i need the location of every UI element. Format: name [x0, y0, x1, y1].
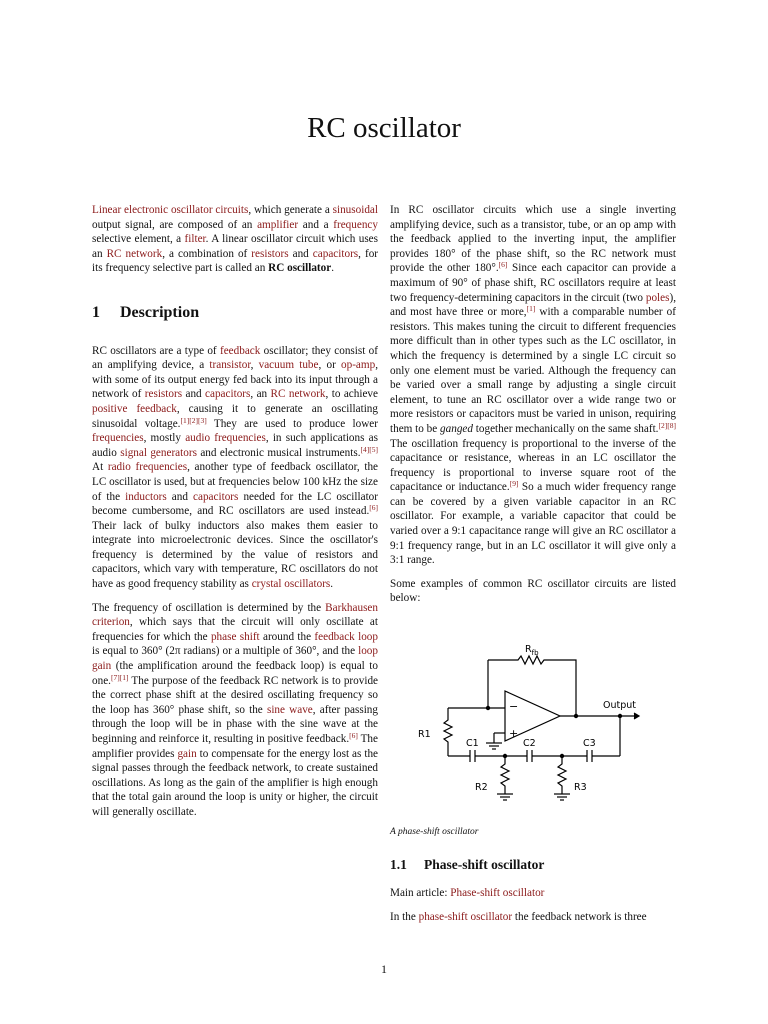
text-run: , after passing through the loop will be in phase with the sine wave at the beginning and reinforce it, resulting in positive feedback. [92, 703, 378, 745]
inline-link[interactable]: transistor [209, 359, 251, 372]
text-run: and a [298, 218, 334, 231]
inline-link[interactable]: Phase-shift oscillator [450, 887, 545, 900]
text-run: and [182, 388, 206, 401]
text-run: , an [250, 388, 271, 401]
text-run: together mechanically on the same shaft. [472, 422, 659, 435]
r1-label: R1 [418, 729, 431, 741]
section-title: Description [120, 303, 200, 321]
text-run: They are used to produce lower [206, 417, 379, 430]
inline-link[interactable]: capacitors [205, 388, 251, 401]
inline-link[interactable]: op-amp [341, 359, 376, 372]
section-number: 1 [92, 303, 100, 321]
text-run: , in such applications as audio [92, 432, 378, 459]
text-run: The amplifier provides [92, 733, 378, 760]
text-run: output signal, are composed of an [92, 218, 258, 231]
inline-link[interactable]: audio frequencies [185, 432, 266, 445]
c1-label: C1 [466, 738, 479, 750]
bold-term: RC oscillator [268, 262, 332, 275]
text-run: , which says that the circuit will only oscillate at frequencies for which the [92, 616, 378, 643]
text-run: . [330, 578, 334, 591]
text-run: , for its frequency selective part is called an [92, 247, 379, 275]
c2-label: C2 [523, 738, 536, 750]
inline-link[interactable]: feedback [219, 344, 261, 357]
inline-link[interactable]: vacuum tube [258, 359, 319, 372]
r3-label: R3 [574, 782, 587, 794]
citation-ref[interactable]: [1][2][3] [180, 415, 207, 425]
minus-sign: − [509, 700, 519, 714]
inline-link[interactable]: sine wave [266, 703, 313, 716]
citation-ref[interactable]: [9] [509, 479, 519, 489]
inline-link[interactable]: loop gain [92, 645, 378, 673]
text-run: , which generate a [248, 204, 333, 216]
intro-paragraph [92, 203, 378, 276]
inline-link[interactable]: crystal oscillators [251, 578, 331, 591]
text-run: , causing it to generate an oscillating sinusoidal voltage. [92, 402, 378, 430]
text-run: , to achieve [325, 388, 378, 401]
text-run: is equal to 360° (2π radians) or a multiple of 360°, and the [92, 645, 359, 658]
inline-link[interactable]: frequency [333, 218, 378, 231]
r2-label: R2 [475, 782, 488, 794]
text-run: (the amplification around the feedback loop) is equal to one. [92, 660, 378, 687]
text-run: , with some of its output energy fed back into its input through a network of [92, 359, 378, 401]
text-run: and [288, 247, 313, 260]
text-run: RC oscillators are a type of [92, 344, 220, 357]
rfb-label: $R_{fb}$ [525, 644, 539, 658]
inline-link[interactable]: feedback loop [314, 630, 378, 643]
text-run: In RC oscillator circuits which use a single inverting amplifying device, such as a transistor, tube, or an op amp with the feedback applied to the inverting input, the amplifier provides 180° of the phase shift, so the RC network must provide the other 180°. [390, 204, 676, 275]
plus-sign: + [509, 727, 519, 741]
r1-resistor [444, 708, 452, 756]
text-run: Since each capacitor can provide a maximum of 90° of phase shift, RC oscillators require at least two frequency-determining capacitors in the circuit (two [390, 262, 676, 304]
inline-link[interactable]: resistors [144, 388, 183, 401]
text-run: . [331, 262, 335, 275]
inline-link[interactable]: frequencies [92, 432, 144, 445]
inline-link[interactable]: phase-shift oscillator [418, 910, 513, 923]
text-run: , [250, 359, 259, 372]
inline-link[interactable]: resistors [251, 247, 289, 260]
italic-term: ganged [440, 422, 473, 435]
text-run: So a much wider frequency range can be covered by a given variable capacitor in an RC oscillator. For example, a variable capacitor that could be varied over a 9:1 capacitance range will give an RC oscillator a 9:1 frequency range, but in an LC oscillator it will give only a 3:1 range. [390, 481, 676, 567]
text-run: The purpose of the feedback RC network is to provide the correct phase shift at the desired oscillating frequency so the loop has 360° phase shift, so the [92, 674, 378, 716]
citation-ref[interactable]: [4][5] [360, 444, 378, 454]
section-heading [92, 303, 378, 321]
inline-link[interactable]: inductors [125, 490, 167, 503]
text-run: . A linear oscillator circuit which uses an [92, 233, 379, 260]
inline-link[interactable]: Linear electronic oscillator circuits [92, 204, 249, 216]
description-paragraph-1 [92, 344, 378, 592]
citation-ref[interactable]: [6] [369, 503, 378, 513]
text-run: around the [259, 630, 315, 643]
text-run: , a combination of [162, 247, 252, 260]
inline-link[interactable]: capacitors [193, 490, 239, 503]
citation-ref[interactable]: [6] [349, 731, 358, 740]
text-run: In the [390, 910, 419, 923]
subsection-heading [390, 858, 676, 873]
text-run: Their lack of bulky inductors also makes them easier to integrate into microelectronic devices. Since the oscillator's frequency is determined by the value of resistors and capacitors, which vary with temperature, RC oscillators do not have as good frequency stability as [92, 519, 378, 591]
text-run: The frequency of oscillation is determined by the [92, 601, 326, 614]
text-run: At [92, 461, 108, 474]
text-run: Main article: [390, 887, 451, 900]
inline-link[interactable]: filter [184, 233, 206, 246]
right-column [390, 203, 676, 933]
text-run: , or [318, 359, 341, 372]
description-paragraph-2 [92, 601, 378, 820]
left-column [92, 203, 378, 829]
figure-caption: A phase-shift oscillator [390, 827, 479, 838]
text-run: , another type of feedback oscillator, the LC oscillator is used, but at frequencies below 100 kHz the size of the [92, 461, 379, 503]
inline-link[interactable]: Barkhausen criterion [92, 601, 378, 629]
page-title: RC oscillator [307, 112, 461, 144]
text-run: The oscillation frequency is proportional to the inverse of the capacitance or resistance, whereas in an LC oscillator the frequency is proportional to inverse square root of the capacitance or inductance. [390, 437, 676, 494]
text-run: and electronic musical instruments. [196, 446, 361, 459]
page-number: 1 [381, 962, 387, 976]
inline-link[interactable]: RC network [106, 247, 163, 260]
text-run: to compensate for the energy lost as the signal passes through the feedback network, to create sustained oscillations. As long as the gain of the amplifier is high enough that the total gain around the loop is unity or higher, the circuit will generally oscillate. [92, 747, 379, 818]
subsection-number: 1.1 [390, 856, 407, 872]
text-run: oscillator; they consist of an amplifying device, a [92, 344, 378, 372]
inline-link[interactable]: sinusoidal [332, 204, 378, 216]
inline-link[interactable]: positive feedback [92, 402, 177, 415]
examples-paragraph: Some examples of common RC oscillator circuits are listed below: [390, 577, 676, 605]
citation-ref[interactable]: [6] [498, 260, 508, 270]
inline-link[interactable]: signal generators [120, 446, 197, 459]
citation-ref[interactable]: [1] [526, 304, 536, 314]
rfb-resistor [488, 656, 576, 708]
phase-shift-paragraph [390, 910, 676, 925]
text-run: , mostly [143, 432, 186, 445]
r2-resistor [501, 756, 509, 794]
inline-link[interactable]: capacitors [312, 247, 359, 260]
inline-link[interactable]: amplifier [257, 218, 299, 231]
phase-shift-oscillator-diagram [390, 638, 676, 823]
text-run: selective element, a [92, 233, 185, 246]
main-article-note [390, 886, 676, 901]
citation-ref[interactable]: [7][1] [110, 672, 129, 682]
text-run: the feedback network is three [512, 910, 647, 923]
description-paragraph-3 [390, 203, 676, 568]
inline-link[interactable]: RC network [270, 388, 326, 401]
inline-link[interactable]: poles [645, 291, 670, 304]
citation-ref[interactable]: [2][8] [658, 420, 676, 430]
text-run: and [166, 490, 194, 503]
subsection-title: Phase-shift oscillator [424, 856, 545, 872]
inline-link[interactable]: radio frequencies [107, 461, 188, 474]
c3-label: C3 [583, 738, 596, 750]
text-run: with a comparable number of resistors. This makes tuning the circuit to different frequencies more difficult than in other types such as the LC oscillator, in which the frequency is determined by a single LC circuit so only one element must be varied. Although the frequency can be varied over a small range by adjusting a single circuit element, to tune an RC oscillator over a wide range two or more resistors or capacitors must be varied in unison, requiring them to be [390, 306, 676, 435]
text-run: needed for the LC oscillator become cumbersome, and RC oscillators are used instead. [92, 490, 378, 518]
inline-link[interactable]: phase shift [210, 630, 260, 643]
output-label: Output [603, 700, 636, 712]
inline-link[interactable]: gain [177, 747, 197, 760]
r3-resistor [558, 756, 566, 794]
text-run: ), and most have three or more, [390, 291, 676, 319]
